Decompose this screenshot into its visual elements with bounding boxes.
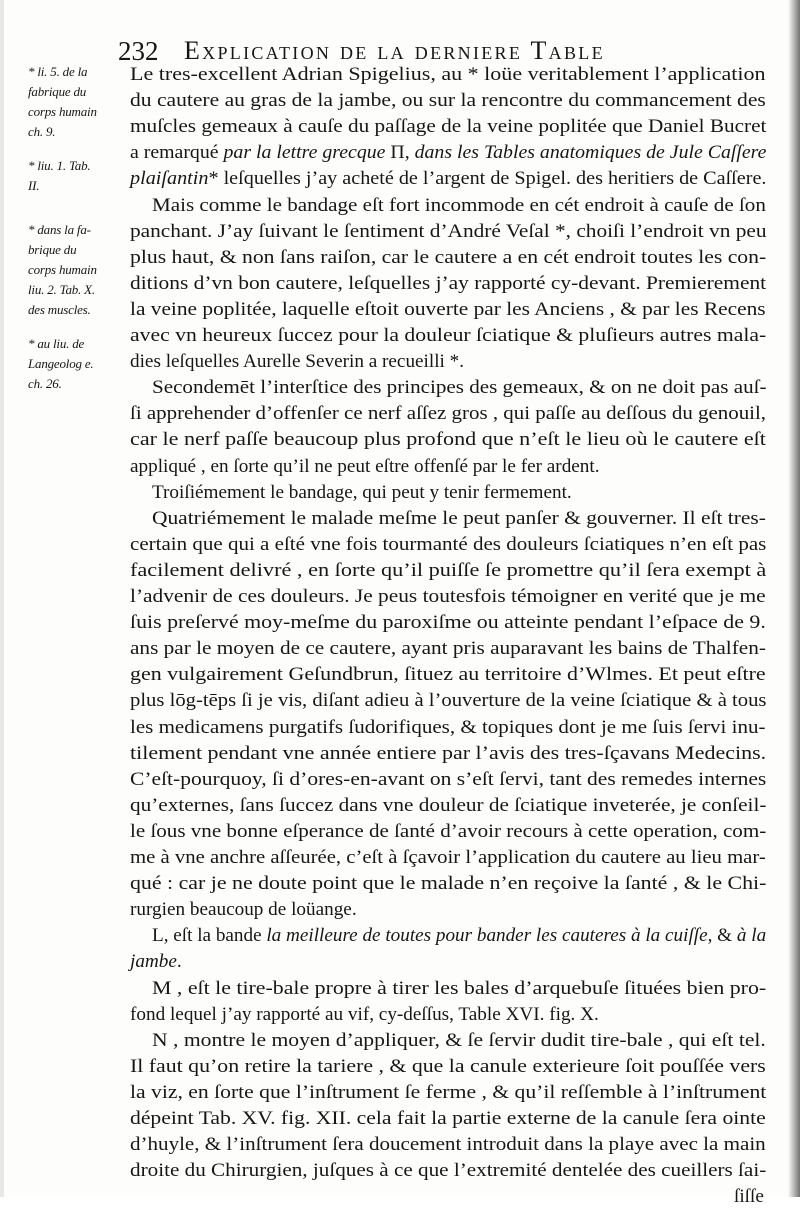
text-line: ditions d’vn bon cautere, leſquelles j’ay rapporté cy-devant. Premierement: [130, 272, 767, 294]
text-line: la veine poplitée, laquelle eſtoit ouverte par les Anciens , & par les Recens: [130, 298, 766, 320]
italic-segment: plaiſantin: [130, 168, 209, 190]
text-line: fond lequel j’ay rapporté au vif, cy-deſſus, Table XVI. fig. X.: [130, 1003, 599, 1025]
text-line: la viz, en ſorte que l’inſtrument ſe ferme , & qu’il reſſemble à l’inſtrument: [130, 1081, 767, 1103]
text-segment: L, eſt la bande: [152, 925, 267, 947]
margin-note: [28, 220, 122, 320]
margin-note-line: liu. 2. Tab. X.: [28, 282, 95, 297]
margin-note-line: ch. 26.: [28, 376, 62, 391]
text-line: avec vn heureux ſuccez pour la douleur ſciatique & pluſieurs autres mala-: [130, 325, 767, 346]
margin-note-line: * dans la fa-: [28, 222, 91, 237]
text-line: Secondemēt l’interſtice des principes des gemeaux, & on ne doit pas auſ-: [152, 377, 767, 399]
text-line: qu’externes, ſans ſuccez dans vne douleur de ſciatique inveterée, je conſeil-: [130, 794, 767, 816]
text-segment: * leſquelles j’ay acheté de l’argent de Spigel. des heritiers de Caſſere.: [208, 168, 767, 190]
text-line: M , eſt le tire-bale propre à tirer les bales d’arquebuſe ſituées bien pro-: [152, 977, 767, 999]
text-line: Le tres-excellent Adrian Spigelius, au * loüe veritablement l’application: [130, 64, 766, 85]
italic-segment: dans les Tables anatomiques de Jule Caſſere: [414, 142, 767, 164]
text-line: ſuis preſervé moy-meſme du paroxiſme ou atteinte pendant l’eſpace de 9.: [130, 612, 766, 634]
running-title: Explication de la derniere Table: [184, 36, 605, 65]
page-edge: [0, 0, 4, 1197]
margin-note-line: brique du: [28, 242, 77, 257]
text-line: me à vne anchre aſſeurée, c’eſt à ſçavoir l’application du cautere au lieu mar-: [130, 847, 766, 868]
text-line: ans par le moyen de ce cautere, ayant pris auparavant les bains de Thalfen-: [130, 638, 766, 660]
margin-note-line: * au liu. de: [28, 336, 85, 351]
text-line: dies leſquelles Aurelle Severin a recueilli *.: [130, 351, 465, 373]
binding-shadow: [788, 0, 800, 1197]
text-line: tilement pendant vne année entiere par l’avis des tres-ſçavans Medecins.: [130, 742, 767, 764]
margin-note: [28, 334, 122, 394]
text-line: le ſous vne bonne eſperance de ſanté d’avoir recours à cette operation, com-: [130, 820, 767, 842]
margin-note-line: corps humain: [28, 104, 97, 119]
text-line: droite du Chirurgien, juſques à ce que l’extremité dentelée des cueillers ſai-: [130, 1160, 767, 1182]
text-line: du cautere au gras de la jambe, ou sur la rencontre du commancement des: [130, 90, 766, 112]
text-line: qué : car je ne doute point que le malade n’en reçoive la ſanté , & le Chi-: [130, 873, 767, 895]
text-line: C’eſt-pourquoy, ſi d’ores-en-avant on s’eſt ſervi, tant des remedes internes: [130, 768, 767, 790]
italic-segment: jambe: [130, 951, 177, 973]
margin-note-line: * liu. 1. Tab.: [28, 158, 91, 173]
text-segment: , &: [707, 925, 737, 947]
text-line: ſiſſe: [734, 1186, 764, 1208]
margin-note-line: corps humain: [28, 262, 97, 277]
text-line: ſi apprehender d’offenſer ce nerf aſſez gros , qui paſſe au deſſous du genouil,: [130, 403, 767, 425]
text-line: rurgien beaucoup de loüange.: [130, 899, 357, 921]
margin-note-line: des muscles.: [28, 302, 91, 317]
italic-segment: par la lettre grecque: [223, 142, 386, 164]
text-line: appliqué , en ſorte qu’il ne peut eſtre offenſé par le fer ardent.: [130, 455, 600, 477]
text-line: les medicamens purgatifs ſudorifiques, & topiques dont je me ſuis ſervi inu-: [130, 716, 766, 738]
text-line: [130, 949, 182, 975]
text-line: certain que qui a eſté vne fois tourmanté des douleurs ſciatiques n’en eſt pas: [130, 533, 767, 555]
text-line: [130, 140, 766, 166]
text-line: l’advenir de ces douleurs. Je peus toutesfois témoigner en verité que je me: [130, 586, 766, 607]
text-segment: .: [176, 951, 182, 973]
italic-segment: à la: [736, 925, 767, 947]
text-line: gen vulgairement Geſundbrun, ſituez au territoire d’Wlmes. Et peut eſtre: [130, 664, 766, 686]
text-line: Quatriémement le malade meſme le peut panſer & gouverner. Il eſt tres-: [152, 507, 766, 529]
margin-note-line: fabrique du: [28, 84, 87, 99]
italic-segment: la meilleure de toutes pour bander les cauteres à la cuiſſe: [266, 925, 708, 947]
text-line: plus lōg-tēps ſi je vis, diſant adieu à l’ouverture de la veine ſciatique & à tous: [130, 690, 767, 712]
text-line: Mais comme le bandage eſt fort incommode en cét endroit à cauſe de ſon: [152, 194, 766, 216]
margin-note-line: II.: [28, 178, 40, 193]
text-line: Il faut qu’on retire la tariere , & que la canule exterieure ſoit pouſſée vers: [130, 1055, 766, 1077]
text-line: dépeint Tab. XV. fig. XII. cela fait la partie externe de la canule ſera ointe: [130, 1108, 766, 1129]
margin-note: [28, 62, 122, 142]
text-line: Troiſiémement le bandage, qui peut y tenir fermement.: [152, 481, 572, 503]
text-line: plus haut, & non ſans raiſon, car le cautere a en cét endroit toutes les con-: [130, 246, 767, 268]
text-segment: a remarqué: [130, 142, 224, 164]
text-line: [152, 923, 766, 949]
text-line: d’huyle, & l’inſtrument ſera doucement introduit dans la playe avec la main: [130, 1134, 766, 1156]
text-line: facilement delivré , en ſorte qu’il puiſſe ſe promettre qu’il ſera exempt à: [130, 559, 767, 581]
text-line: [130, 166, 766, 192]
text-line: car le nerf paſſe beaucoup plus profond que n’eſt le lieu où le cautere eſt: [130, 429, 766, 451]
margin-note-line: Langeolog e.: [28, 356, 94, 371]
page-number: 232: [118, 36, 159, 66]
text-segment: Π,: [385, 142, 415, 164]
margin-note-line: * li. 5. de la: [28, 64, 88, 79]
margin-note: [28, 156, 122, 196]
text-line: N , montre le moyen d’appliquer, & ſe ſervir dudit tire-bale , qui eſt tel.: [152, 1029, 766, 1051]
margin-note-line: ch. 9.: [28, 124, 56, 139]
text-line: muſcles gemeaux à cauſe du paſſage de la veine poplitée que Daniel Bucret: [130, 116, 767, 138]
text-line: panchant. J’ay ſuivant le ſentiment d’André Veſal *, choiſi l’endroit vn peu: [130, 220, 767, 242]
